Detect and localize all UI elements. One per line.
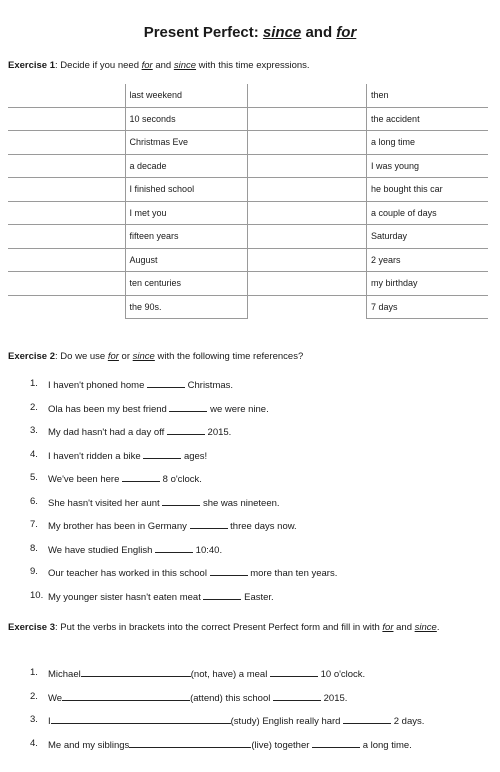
exercise-1-label: Exercise 1 bbox=[8, 60, 56, 71]
item-number: 9. bbox=[30, 566, 38, 577]
answer-cell[interactable] bbox=[247, 201, 367, 225]
answer-cell[interactable] bbox=[247, 178, 367, 202]
expression-cell: 7 days bbox=[367, 295, 488, 319]
sentence-end: Easter. bbox=[244, 591, 274, 603]
answer-cell[interactable] bbox=[247, 295, 367, 319]
sentence-start: My brother has been in Germany bbox=[48, 521, 187, 532]
expression-cell: Saturday bbox=[367, 225, 488, 249]
answer-cell[interactable] bbox=[247, 154, 367, 178]
expression-cell: Christmas Eve bbox=[125, 131, 247, 155]
table-row bbox=[8, 84, 488, 107]
answer-blank[interactable] bbox=[210, 566, 248, 576]
answer-blank[interactable] bbox=[167, 425, 205, 435]
sentence-start: I haven't phoned home bbox=[48, 380, 145, 391]
sentence-end: a long time. bbox=[362, 739, 412, 751]
list-item bbox=[30, 691, 424, 715]
expression-cell: a couple of days bbox=[367, 201, 488, 225]
sentence-start: We've been here bbox=[48, 474, 120, 485]
list-item bbox=[30, 496, 337, 520]
answer-blank[interactable] bbox=[203, 590, 241, 600]
item-number: 1. bbox=[30, 667, 38, 678]
answer-blank[interactable] bbox=[155, 543, 193, 553]
list-item bbox=[30, 590, 337, 614]
list-item bbox=[30, 519, 337, 543]
sentence-start: We have studied English bbox=[48, 544, 153, 556]
answer-blank[interactable] bbox=[169, 402, 207, 412]
answer-cell[interactable] bbox=[8, 248, 125, 272]
item-number: 6. bbox=[30, 495, 38, 507]
item-number: 3. bbox=[30, 714, 38, 725]
sentence-start: She hasn't visited her aunt bbox=[48, 497, 160, 509]
answer-cell[interactable] bbox=[247, 225, 367, 249]
sentence-subject: I bbox=[48, 716, 51, 727]
answer-cell[interactable] bbox=[247, 84, 367, 107]
list-item bbox=[30, 667, 424, 691]
sentence-end: Christmas. bbox=[187, 380, 234, 391]
list-item bbox=[30, 738, 424, 762]
verb-prompt: (attend) this school bbox=[190, 692, 271, 704]
expression-cell: he bought this car bbox=[367, 178, 488, 202]
table-row bbox=[8, 131, 488, 155]
title-prefix: Present Perfect: bbox=[143, 24, 263, 41]
item-number: 2. bbox=[30, 401, 38, 413]
expression-cell: August bbox=[125, 248, 247, 272]
item-number: 10. bbox=[30, 589, 44, 601]
verb-prompt: (study) English really hard bbox=[230, 716, 341, 727]
for-since-blank[interactable] bbox=[273, 691, 321, 701]
sentence-end: ages! bbox=[183, 450, 208, 462]
sentence-start: My dad hasn't had a day off bbox=[48, 427, 165, 438]
list-item bbox=[30, 402, 337, 426]
item-number: 5. bbox=[30, 472, 38, 483]
expression-cell: then bbox=[367, 84, 488, 107]
verb-blank[interactable] bbox=[62, 691, 190, 701]
expression-cell: a decade bbox=[125, 154, 247, 178]
answer-cell[interactable] bbox=[8, 154, 125, 178]
exercise-2-list bbox=[30, 378, 337, 613]
answer-blank[interactable] bbox=[122, 472, 160, 482]
item-number: 1. bbox=[30, 378, 38, 389]
table-row bbox=[8, 248, 488, 272]
exercise-2-instructions: Exercise 2: Do we use for or since with the following time references? bbox=[8, 351, 304, 362]
sentence-end: 8 o'clock. bbox=[162, 474, 202, 485]
answer-cell[interactable] bbox=[8, 272, 125, 296]
exercise-2-label: Exercise 2 bbox=[8, 351, 56, 362]
title-and: and bbox=[301, 24, 337, 41]
exercise-1-instructions: Exercise 1: Decide if you need for and since with this time expressions. bbox=[8, 60, 310, 71]
expression-cell: I met you bbox=[125, 201, 247, 225]
sentence-end: 2 days. bbox=[393, 716, 425, 727]
table-row bbox=[8, 225, 488, 249]
exercise-3-list bbox=[30, 667, 424, 761]
table-row bbox=[8, 201, 488, 225]
sentence-end: she was nineteen. bbox=[202, 497, 280, 509]
list-item bbox=[30, 472, 337, 496]
answer-cell[interactable] bbox=[8, 84, 125, 107]
list-item bbox=[30, 425, 337, 449]
sentence-start: Ola has been my best friend bbox=[48, 403, 167, 415]
answer-blank[interactable] bbox=[190, 519, 228, 529]
list-item bbox=[30, 378, 337, 402]
expression-cell: a long time bbox=[367, 131, 488, 155]
expression-cell: I was young bbox=[367, 154, 488, 178]
sentence-subject: Me and my siblings bbox=[48, 739, 130, 751]
list-item bbox=[30, 449, 337, 473]
title-since: since bbox=[262, 24, 302, 41]
sentence-subject: Michael bbox=[48, 669, 81, 680]
sentence-end: three days now. bbox=[230, 521, 297, 532]
exercise-3-label: Exercise 3 bbox=[8, 622, 56, 633]
expression-cell: 10 seconds bbox=[125, 107, 247, 131]
expression-cell: the accident bbox=[367, 107, 488, 131]
answer-cell[interactable] bbox=[8, 295, 125, 319]
item-number: 7. bbox=[30, 519, 38, 530]
table-row bbox=[8, 107, 488, 131]
sentence-end: 2015. bbox=[207, 427, 232, 438]
answer-cell[interactable] bbox=[8, 131, 125, 155]
verb-blank[interactable] bbox=[81, 667, 191, 677]
answer-cell[interactable] bbox=[8, 225, 125, 249]
exercise-3-instructions: Exercise 3: Put the verbs in brackets into the correct Present Perfect form and fill in with for and since. bbox=[8, 622, 440, 633]
table-row bbox=[8, 272, 488, 296]
expression-cell: last weekend bbox=[125, 84, 247, 107]
answer-cell[interactable] bbox=[8, 107, 125, 131]
table-row bbox=[8, 178, 488, 202]
verb-prompt: (live) together bbox=[251, 739, 310, 751]
expression-cell: my birthday bbox=[367, 272, 488, 296]
sentence-end: 10:40. bbox=[195, 544, 223, 556]
expression-cell: ten centuries bbox=[125, 272, 247, 296]
expression-cell: 2 years bbox=[367, 248, 488, 272]
table-row bbox=[8, 295, 488, 319]
sentence-start: I haven't ridden a bike bbox=[48, 450, 141, 462]
answer-cell[interactable] bbox=[8, 201, 125, 225]
item-number: 3. bbox=[30, 425, 38, 436]
expression-cell: I finished school bbox=[125, 178, 247, 202]
for-since-blank[interactable] bbox=[270, 667, 318, 677]
list-item bbox=[30, 714, 424, 738]
table-row bbox=[8, 154, 488, 178]
answer-cell[interactable] bbox=[247, 107, 367, 131]
verb-blank[interactable] bbox=[129, 738, 251, 748]
sentence-end: 10 o'clock. bbox=[320, 669, 366, 680]
title-for: for bbox=[336, 24, 357, 41]
item-number: 8. bbox=[30, 542, 38, 554]
list-item bbox=[30, 566, 337, 590]
answer-blank[interactable] bbox=[162, 496, 200, 506]
sentence-end: 2015. bbox=[323, 692, 348, 704]
sentence-end: we were nine. bbox=[210, 403, 269, 415]
for-since-blank[interactable] bbox=[312, 738, 360, 748]
answer-cell[interactable] bbox=[247, 131, 367, 155]
sentence-start: Our teacher has worked in this school bbox=[48, 568, 207, 579]
time-expressions-table bbox=[8, 84, 488, 319]
answer-blank[interactable] bbox=[143, 449, 181, 459]
for-since-blank[interactable] bbox=[343, 714, 391, 724]
sentence-subject: We bbox=[48, 692, 63, 704]
answer-cell[interactable] bbox=[247, 248, 367, 272]
expression-cell: fifteen years bbox=[125, 225, 247, 249]
answer-cell[interactable] bbox=[247, 272, 367, 296]
item-number: 4. bbox=[30, 737, 38, 749]
verb-prompt: (not, have) a meal bbox=[190, 669, 268, 680]
answer-cell[interactable] bbox=[8, 178, 125, 202]
item-number: 2. bbox=[30, 690, 38, 702]
list-item bbox=[30, 543, 337, 567]
verb-blank[interactable] bbox=[51, 714, 231, 724]
sentence-start: My younger sister hasn't eaten meat bbox=[48, 591, 201, 603]
item-number: 4. bbox=[30, 448, 38, 460]
expression-cell: the 90s. bbox=[125, 295, 247, 319]
answer-blank[interactable] bbox=[147, 378, 185, 388]
sentence-end: more than ten years. bbox=[250, 568, 338, 579]
page-title bbox=[0, 24, 500, 41]
